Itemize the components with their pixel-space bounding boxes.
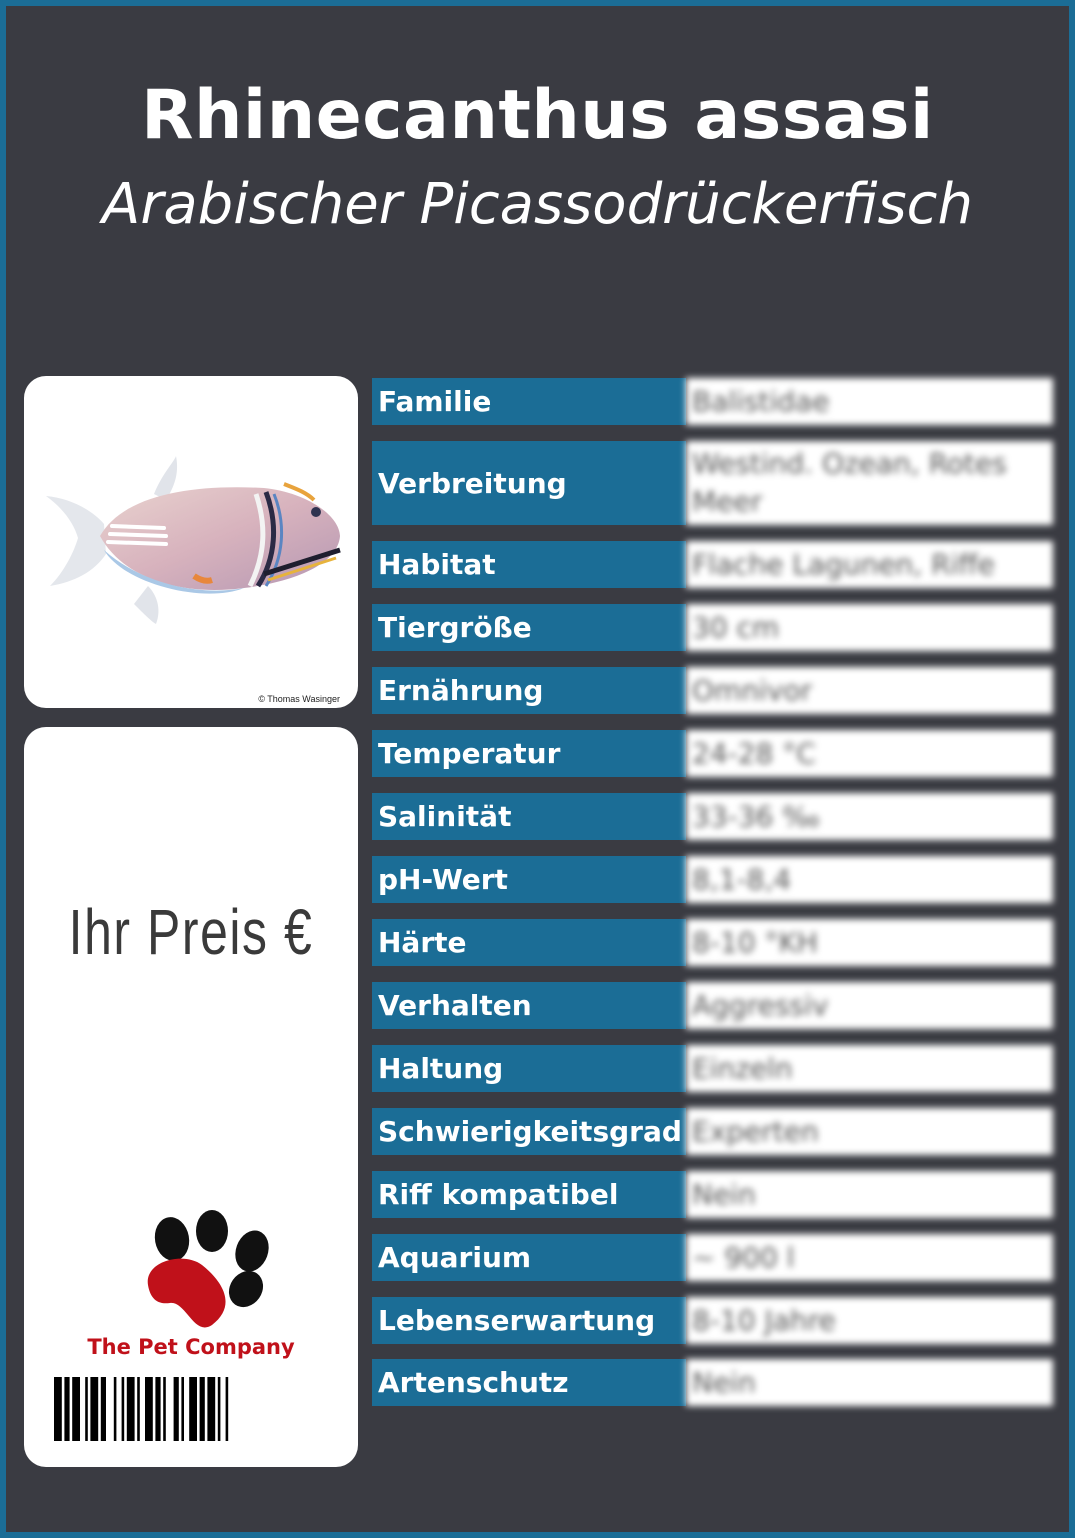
price-card	[24, 727, 358, 1467]
fact-row	[372, 1234, 1053, 1281]
fact-value: Westind. Ozean, Rotes Meer	[686, 441, 1053, 525]
photo-credit: © Thomas Wasinger	[258, 694, 340, 704]
fact-row	[372, 1108, 1053, 1155]
fact-label: Habitat	[372, 541, 686, 588]
fact-row	[372, 604, 1053, 651]
scientific-name: Rhinecanthus assasi	[141, 76, 934, 155]
paw-print-icon	[134, 1205, 284, 1335]
fact-label: Tiergröße	[372, 604, 686, 651]
photo-card	[24, 376, 358, 708]
fact-label: Lebenserwartung	[372, 1297, 686, 1344]
fact-label: Härte	[372, 919, 686, 966]
fact-label: Temperatur	[372, 730, 686, 777]
fact-row	[372, 541, 1053, 588]
fact-label: Artenschutz	[372, 1359, 686, 1406]
fact-value: Aggressiv	[686, 982, 1053, 1029]
fact-row	[372, 1297, 1053, 1344]
fact-value: Flache Lagunen, Riffe	[686, 541, 1053, 588]
price-label: Ihr Preis €	[68, 896, 314, 968]
fact-row	[372, 982, 1053, 1029]
fact-label: pH-Wert	[372, 856, 686, 903]
fact-value: Nein	[686, 1171, 1053, 1218]
fact-value: 8-10 Jahre	[686, 1297, 1053, 1344]
fact-value: 30 cm	[686, 604, 1053, 651]
fact-label: Aquarium	[372, 1234, 686, 1281]
fact-row	[372, 856, 1053, 903]
fact-row	[372, 919, 1053, 966]
company-name: The Pet Company	[87, 1335, 295, 1359]
fact-label: Haltung	[372, 1045, 686, 1092]
common-name: Arabischer Picassodrückerfisch	[102, 172, 973, 237]
fact-value: Balistidae	[686, 378, 1053, 425]
fact-label: Familie	[372, 378, 686, 425]
fact-row	[372, 441, 1053, 525]
fact-row	[372, 667, 1053, 714]
fact-value: 33-36 ‰	[686, 793, 1053, 840]
fact-value: Omnivor	[686, 667, 1053, 714]
fact-row	[372, 1045, 1053, 1092]
fact-label: Verhalten	[372, 982, 686, 1029]
fact-label: Salinität	[372, 793, 686, 840]
fact-row	[372, 730, 1053, 777]
fact-row	[372, 378, 1053, 425]
fact-value: Einzeln	[686, 1045, 1053, 1092]
fact-row	[372, 1171, 1053, 1218]
fact-label: Riff kompatibel	[372, 1171, 686, 1218]
fact-value: ~ 900 l	[686, 1234, 1053, 1281]
fact-value: Experten	[686, 1108, 1053, 1155]
triggerfish-photo	[44, 454, 344, 624]
fact-label: Ernährung	[372, 667, 686, 714]
fact-value: 8,1-8,4	[686, 856, 1053, 903]
fact-value: 8-10 °KH	[686, 919, 1053, 966]
fact-label: Verbreitung	[372, 441, 686, 525]
fact-value: Nein	[686, 1359, 1053, 1406]
fact-row	[372, 793, 1053, 840]
fact-value: 24-28 °C	[686, 730, 1053, 777]
barcode	[54, 1377, 330, 1441]
fact-label: Schwierigkeitsgrad	[372, 1108, 686, 1155]
fact-row	[372, 1359, 1053, 1406]
